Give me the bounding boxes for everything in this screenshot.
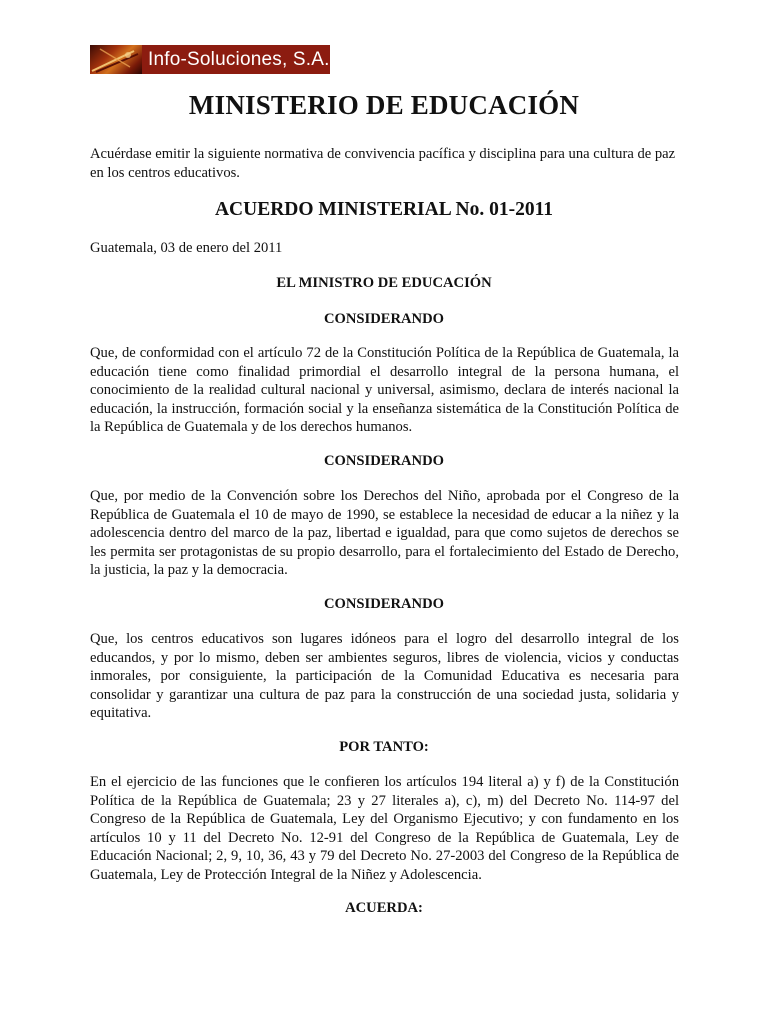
- considerando-1-text: Que, de conformidad con el artículo 72 de la Constitución Política de la República de Guatemala, la educación tiene como finalidad primordial el desarrollo integral de la persona humana, el conocimiento de la realidad cultural nacional y universal, asimismo, declara de interés nacional la educación, la instrucción, formación social y la enseñanza sistemática de la Constitución Política de la República de Guatemala y de los derechos humanos.: [90, 345, 679, 435]
- considerando-2-text: Que, por medio de la Convención sobre los Derechos del Niño, aprobada por el Congreso de la República de Guatemala el 10 de mayo de 1990, se establece la necesidad de educar a la niñez y la adolescencia dentro del marco de la paz, libertad e igualdad, para que como sujetos de derechos se les permita ser protagonistas de su propio desarrollo, para el fortalecimiento del Estado de Derecho, la justicia, la paz y la democracia.: [90, 488, 679, 578]
- considerando-1-heading: CONSIDERANDO: [323, 311, 444, 327]
- acuerda-heading: ACUERDA:: [345, 900, 423, 916]
- considerando-2-heading: CONSIDERANDO: [323, 453, 444, 469]
- intro-paragraph: Acuérdase emitir la siguiente normativa de convivencia pacífica y disciplina para una cultura de paz en los centros educativos.: [90, 146, 676, 181]
- por-tanto-text: En el ejercicio de las funciones que le confieren los artículos 194 literal a) y f) de la Constitución Política de la República de Guatemala; 23 y 27 literales a), c), m) del Decreto No. 114-97 del Congreso de la República de Guatemala, Ley del Organismo Ejecutivo; y con fundamento en los artículos 10 y 11 del Decreto No. 12-91 del Congreso de la República de Guatemala, Ley de Educación Nacional; 2, 9, 10, 36, 43 y 79 del Decreto No. 27-2003 del Congreso de la República de Guatemala, Ley de Protección Integral de la Niñez y Adolescencia.: [90, 774, 679, 883]
- considerando-3-heading: CONSIDERANDO: [323, 596, 444, 612]
- logo-emblem-icon: [90, 45, 142, 74]
- agreement-title: ACUERDO MINISTERIAL No. 01-2011: [214, 199, 554, 220]
- por-tanto-heading: POR TANTO:: [339, 739, 429, 755]
- company-logo: [90, 45, 330, 74]
- considerando-3-text: Que, los centros educativos son lugares idóneos para el logro del desarrollo integral de los educandos, y por lo mismo, deben ser ambientes seguros, libres de violencia, vicios y conductas inmorales, por consiguiente, la participación de la Comunidad Educativa es necesaria para consolidar y garantizar una cultura de paz para la construcción de una sociedad justa, solidaria y equitativa.: [90, 631, 679, 721]
- minister-heading: EL MINISTRO DE EDUCACIÓN: [276, 275, 492, 291]
- logo-text: Info-Soluciones, S.A.: [148, 48, 330, 70]
- date-line: Guatemala, 03 de enero del 2011: [90, 240, 283, 256]
- page-title: MINISTERIO DE EDUCACIÓN: [188, 90, 580, 120]
